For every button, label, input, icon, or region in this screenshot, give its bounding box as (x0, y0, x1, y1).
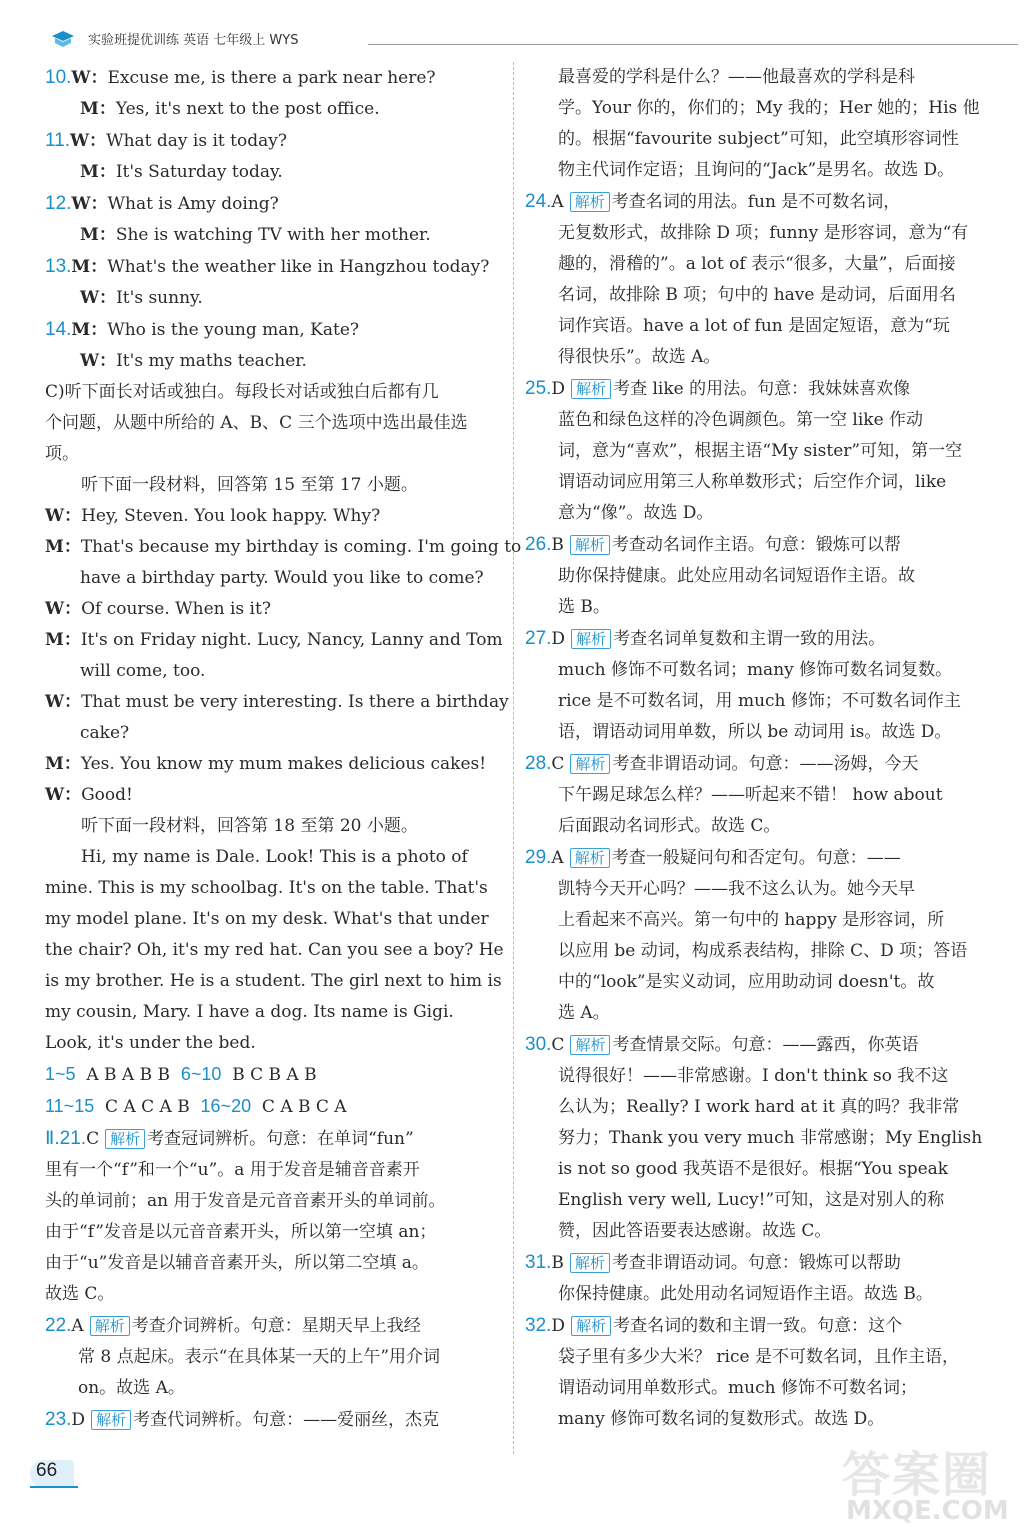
watermark-text: 答案圈 (842, 1447, 993, 1503)
explanation-line: 么认为；Really? I work hard at it 真的吗？我非常 (558, 1097, 960, 1117)
explanation-line: 赞，因此答语要表达感谢。故选 C。 (558, 1221, 832, 1241)
passage-line: Hi, my name is Dale. Look! This is a photo of (81, 847, 468, 867)
watermark (838, 1436, 1018, 1532)
q29-first-line: 29.A 解析 考查一般疑问句和否定句。句意：—— (525, 847, 901, 868)
q13-line1: 13.M：What's the weather like in Hangzhou today? (45, 256, 490, 277)
q31-first-line: 31.B 解析 考查非谓语动词。句意：锻炼可以帮助 (525, 1252, 901, 1273)
explanation-line: 努力；Thank you very much 非常感谢；My English (558, 1128, 983, 1148)
explanation-line: 语，谓语动词用单数，所以 be 动词用 is。故选 D。 (558, 722, 952, 742)
dialog-line: cake? (80, 723, 130, 743)
q23-continuation: 物主代词作定语；且询问的“Jack”是男名。故选 D。 (558, 160, 955, 180)
passage-line: is my brother. He is a student. The girl next to him is (45, 971, 502, 991)
explanation-line: 上看起来不高兴。第一句中的 happy 是形容词，所 (558, 910, 945, 930)
q23-continuation: 最喜爱的学科是什么？——他最喜欢的学科是科 (558, 67, 915, 87)
explanation-line: 趣的，滑稽的”。a lot of 表示“很多，大量”，后面接 (558, 254, 956, 274)
header-rule (368, 44, 1018, 45)
explanation-line: 词，意为“喜欢”，根据主语“My sister”可知，第一空 (558, 441, 963, 461)
q23-first-line: 23.D 解析 考查代词辨析。句意：——爱丽丝，杰克 (45, 1409, 440, 1430)
passage-line: the chair? Oh, it's my red hat. Can you see a boy? He (45, 940, 504, 960)
explanation-line: 故选 C。 (45, 1284, 115, 1304)
q11-line1: 11.W：What day is it today? (45, 130, 287, 151)
page-header (38, 26, 1018, 50)
analysis-tag: 解析 (570, 1253, 610, 1273)
explanation-line: on。故选 A。 (78, 1378, 185, 1398)
q23-continuation: 学。Your 你的，你们的；My 我的；Her 她的；His 他 (558, 98, 980, 118)
analysis-tag: 解析 (571, 1316, 611, 1336)
analysis-tag: 解析 (571, 379, 611, 399)
explanation-line: rice 是不可数名词，用 much 修饰；不可数名词作主 (558, 691, 961, 711)
explanation-line: 无复数形式，故排除 D 项；funny 是形容词，意为“有 (558, 223, 969, 243)
section-c-instruction: C)听下面长对话或独白。每段长对话或独白后都有几 (45, 382, 439, 402)
page-number (30, 1456, 78, 1490)
explanation-line: 词作宾语。have a lot of fun 是固定短语，意为“玩 (558, 316, 950, 336)
analysis-tag: 解析 (570, 192, 610, 212)
q14-line2: W：It's my maths teacher. (80, 351, 307, 371)
explanation-line: 选 A。 (558, 1003, 610, 1023)
explanation-line: 选 B。 (558, 597, 610, 617)
analysis-tag: 解析 (570, 535, 610, 555)
q14-line1: 14.M：Who is the young man, Kate? (45, 319, 359, 340)
explanation-line: 意为“像”。故选 D。 (558, 503, 714, 523)
answer-key-row: 11~15 C A C A B 16~20 C A B C A (45, 1096, 347, 1117)
explanation-line: 助你保持健康。此处应用动名词短语作主语。故 (558, 566, 915, 586)
dialog-line: M：Yes. You know my mum makes delicious cakes! (45, 754, 487, 774)
watermark-url: MXQE.COM (846, 1496, 1009, 1526)
explanation-line: 常 8 点起床。表示“在具体某一天的上午”用介词 (78, 1347, 441, 1367)
explanation-line: 凯特今天开心吗？——我不这么认为。她今天早 (558, 879, 915, 899)
explanation-line: 谓语动词用单数形式。much 修饰不可数名词； (558, 1378, 917, 1398)
q28-first-line: 28.C 解析 考查非谓语动词。句意：——汤姆，今天 (525, 753, 919, 774)
passage-line: Look, it's under the bed. (45, 1033, 256, 1053)
material-1-heading: 听下面一段材料，回答第 15 至第 17 小题。 (81, 475, 418, 495)
book-logo-icon (50, 28, 76, 48)
explanation-line: 得很快乐”。故选 A。 (558, 347, 721, 367)
analysis-tag: 解析 (570, 848, 610, 868)
explanation-line: many 修饰可数名词的复数形式。故选 D。 (558, 1409, 885, 1429)
q10-line2: M：Yes, it's next to the post office. (80, 99, 380, 119)
right-items (525, 186, 983, 1435)
q27-first-line: 27.D 解析 考查名词单复数和主谓一致的用法。 (525, 628, 886, 649)
analysis-tag: 解析 (570, 754, 610, 774)
q23-continuation: 的。根据“favourite subject”可知，此空填形容词性 (558, 129, 959, 149)
explanation-line: 你保持健康。此处用动名词短语作主语。故选 B。 (558, 1284, 933, 1304)
section-c-instruction: 个问题，从题中所给的 A、B、C 三个选项中选出最佳选 (45, 413, 468, 433)
q32-first-line: 32.D 解析 考查名词的数和主谓一致。句意：这个 (525, 1315, 903, 1336)
explanation-line: 谓语动词应用第三人称单数形式；后空作介词，like (558, 472, 947, 492)
header-title: 实验班提优训练 英语 七年级上 WYS (88, 33, 299, 48)
q12-line1: 12.W：What is Amy doing? (45, 193, 279, 214)
explanation-line: 以应用 be 动词，构成系表结构，排除 C、D 项；答语 (558, 941, 968, 961)
analysis-tag: 解析 (105, 1129, 145, 1149)
analysis-tag: 解析 (571, 629, 611, 649)
analysis-tag: 解析 (91, 1410, 131, 1430)
q21-first-line: Ⅱ.21.C 解析 考查冠词辨析。句意：在单词“fun” (45, 1128, 414, 1149)
left-column (45, 62, 522, 1436)
dialog-line: W：Good! (45, 785, 133, 805)
dialog-line: M：That's because my birthday is coming. I'm going to (45, 537, 522, 557)
column-divider (513, 62, 514, 1454)
explanation-line: 里有一个“f”和一个“u”。a 用于发音是辅音音素开 (45, 1160, 420, 1180)
dialog-line: M：It's on Friday night. Lucy, Nancy, Lanny and Tom (45, 630, 503, 650)
material-2-heading: 听下面一段材料，回答第 18 至第 20 小题。 (81, 816, 418, 836)
explanation-line: 袋子里有多少大米？ rice 是不可数名词，且作主语， (558, 1347, 959, 1367)
q24-first-line: 24.A 解析 考查名词的用法。fun 是不可数名词， (525, 191, 901, 212)
explanation-line: 头的单词前；an 用于发音是元音音素开头的单词前。 (45, 1191, 446, 1211)
q13-line2: W：It's sunny. (80, 288, 203, 308)
analysis-tag: 解析 (570, 1035, 610, 1055)
q25-first-line: 25.D 解析 考查 like 的用法。句意：我妹妹喜欢像 (525, 378, 911, 399)
q10-line1: 10.W：Excuse me, is there a park near here? (45, 67, 436, 88)
dialog-line: W：Hey, Steven. You look happy. Why? (45, 506, 381, 526)
explanation-line: 后面跟动名词形式。故选 C。 (558, 816, 781, 836)
explanation-line: 下午踢足球怎么样？——听起来不错！ how about (558, 785, 943, 805)
explanation-line: 由于“f”发音是以元音音素开头，所以第一空填 an； (45, 1222, 437, 1242)
passage-line: my cousin, Mary. I have a dog. Its name is Gigi. (45, 1002, 454, 1022)
q12-line2: M：She is watching TV with her mother. (80, 225, 431, 245)
dialog-line: will come, too. (80, 661, 206, 681)
page-number-text: 66 (36, 1460, 58, 1481)
explanation-line: English very well, Lucy!”可知，这是对别人的称 (558, 1190, 945, 1210)
answer-key-row: 1~5 A B A B B 6~10 B C B A B (45, 1064, 317, 1085)
dialog-line: W：That must be very interesting. Is there a birthday (45, 692, 509, 712)
explanation-line: 蓝色和绿色这样的冷色调颜色。第一空 like 作动 (558, 410, 924, 430)
explanation-line: 由于“u”发音是以辅音音素开头，所以第二空填 a。 (45, 1253, 429, 1273)
dialog-line: have a birthday party. Would you like to come? (80, 568, 484, 588)
explanation-line: is not so good 我英语不是很好。根据“You speak (558, 1159, 949, 1179)
analysis-tag: 解析 (90, 1316, 130, 1336)
explanation-line: much 修饰不可数名词；many 修饰可数名词复数。 (558, 660, 953, 680)
explanation-line: 名词，故排除 B 项；句中的 have 是动词，后面用名 (558, 285, 956, 305)
section-c-instruction: 项。 (45, 444, 79, 464)
q30-first-line: 30.C 解析 考查情景交际。句意：——露西，你英语 (525, 1034, 919, 1055)
explanation-line: 说得很好！——非常感谢。I don't think so 我不这 (558, 1066, 949, 1086)
q22-first-line: 22.A 解析 考查介词辨析。句意：星期天早上我经 (45, 1315, 421, 1336)
page-number-underline (30, 1486, 78, 1488)
dialog-line: W：Of course. When is it? (45, 599, 271, 619)
right-column (525, 62, 983, 1435)
q11-line2: M：It's Saturday today. (80, 162, 283, 182)
q26-first-line: 26.B 解析 考查动名词作主语。句意：锻炼可以帮 (525, 534, 901, 555)
passage-line: my model plane. It's on my desk. What's that under (45, 909, 489, 929)
explanation-line: 中的“look”是实义动词，应用助动词 doesn't。故 (558, 972, 935, 992)
passage-line: mine. This is my schoolbag. It's on the table. That's (45, 878, 488, 898)
